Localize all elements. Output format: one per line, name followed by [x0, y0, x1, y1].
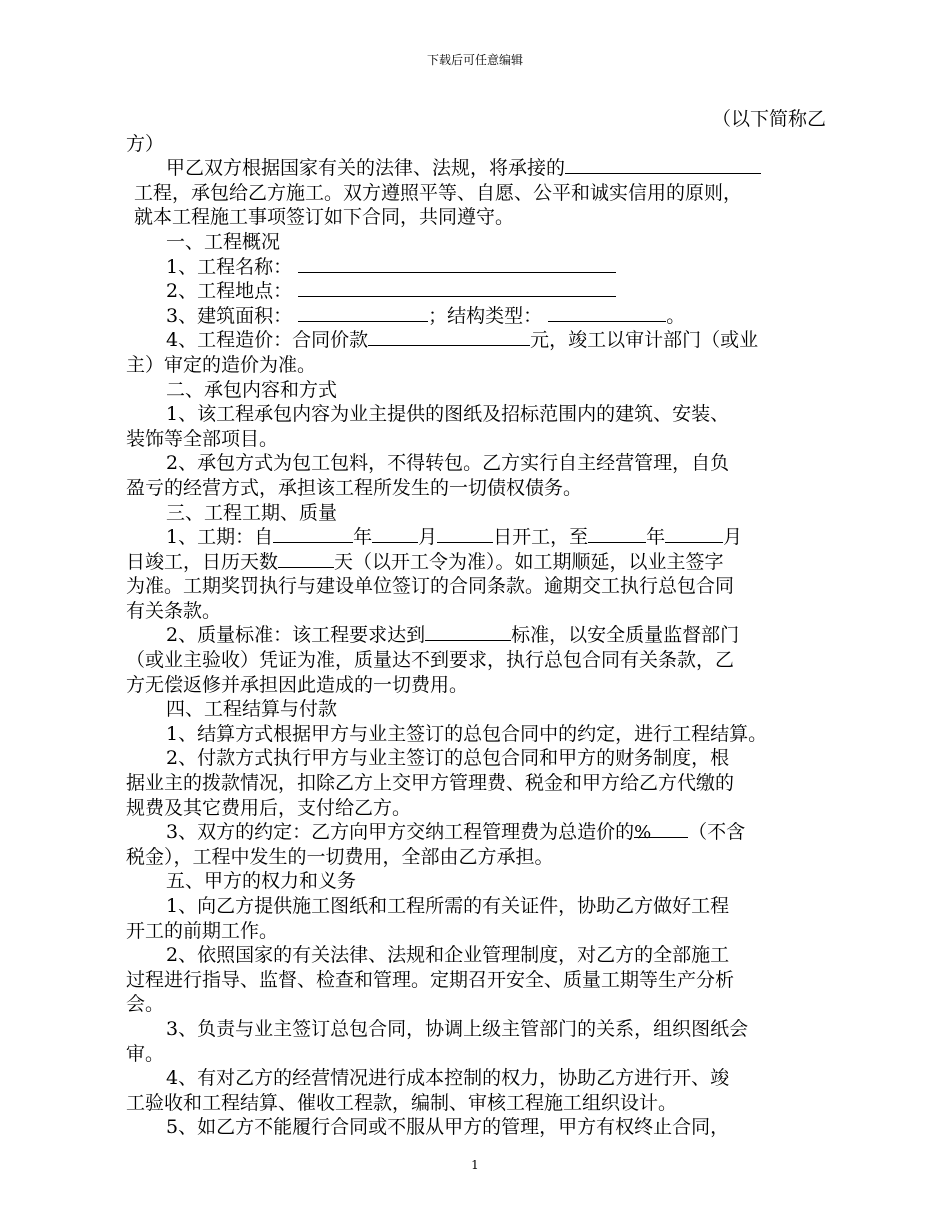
text: 。: [666, 304, 686, 327]
page-header: 下载后可任意编辑: [426, 53, 523, 67]
end-year-blank: [588, 525, 646, 543]
paragraph: 工验收和工程结算、催收工程款，编制、审核工程施工组织设计。: [126, 1091, 678, 1114]
paragraph: 有关条款。: [126, 599, 222, 622]
text: 年: [646, 526, 666, 549]
section-heading: 四、工程结算与付款: [166, 698, 338, 721]
paragraph: 过程进行指导、监督、检查和管理。定期召开安全、质量工期等生产分析: [126, 968, 735, 991]
section-heading: 二、承包内容和方式: [166, 378, 338, 401]
paragraph: [126, 525, 826, 550]
text: 2、质量标准：该工程要求达到: [166, 624, 426, 647]
paragraph: [126, 279, 826, 304]
paragraph: [126, 328, 826, 353]
text: 月: [418, 526, 438, 549]
text: 1、工程名称：: [166, 255, 293, 278]
management-fee-blank: [634, 820, 688, 844]
paragraph: 2、依照国家的有关法律、法规和企业管理制度，对乙方的全部施工: [166, 944, 730, 967]
paragraph: [126, 623, 826, 648]
paragraph: [126, 255, 826, 280]
paragraph: 工程，承包给乙方施工。双方遵照平等、自愿、公平和诚实信用的原则，: [134, 181, 743, 204]
paragraph: 方）: [126, 132, 165, 155]
paragraph: 4、有对乙方的经营情况进行成本控制的权力，协助乙方进行开、竣: [166, 1067, 730, 1090]
paragraph: [126, 156, 826, 181]
paragraph: 2、付款方式执行甲方与业主签订的总包合同和甲方的财务制度，根: [166, 747, 730, 770]
contract-price-blank: [368, 328, 530, 346]
paragraph: 5、如乙方不能履行合同或不服从甲方的管理，甲方有权终止合同，: [166, 1116, 730, 1139]
project-name-blank: [298, 255, 616, 273]
paragraph: 2、承包方式为包工包料，不得转包。乙方实行自主经营管理，自负: [166, 452, 730, 475]
paragraph: [126, 820, 826, 845]
paragraph: 税金），工程中发生的一切费用，全部由乙方承担。: [126, 845, 554, 868]
text: 日竣工，日历天数: [126, 550, 279, 573]
paragraph: （以下简称乙: [711, 108, 826, 130]
percent-sign: %: [634, 822, 652, 844]
paragraph: [126, 550, 826, 575]
paragraph: 为准。工期奖罚执行与建设单位签订的合同条款。逾期交工执行总包合同: [126, 575, 735, 598]
paragraph: 开工的前期工作。: [126, 919, 279, 942]
paragraph: 规费及其它费用后，支付给乙方。: [126, 796, 412, 819]
text: 4、工程造价：合同价款: [166, 329, 369, 352]
text: 1、工期：自: [166, 526, 274, 549]
paragraph: 3、负责与业主签订总包合同，协调上级主管部门的关系，组织图纸会: [166, 1017, 749, 1040]
start-month-blank: [372, 525, 418, 543]
section-heading: 五、甲方的权力和义务: [166, 870, 357, 893]
text: 3、双方的约定：乙方向甲方交纳工程管理费为总造价的: [166, 821, 635, 844]
text: 标准，以安全质量监督部门: [511, 624, 740, 647]
section-heading: 三、工程工期、质量: [166, 501, 338, 524]
paragraph: 装饰等全部项目。: [126, 427, 279, 450]
structure-type-blank: [548, 304, 666, 322]
paragraph: 主）审定的造价为准。: [126, 353, 317, 376]
text: 日开工，至: [493, 526, 589, 549]
quality-standard-blank: [425, 623, 511, 641]
text: ；结构类型：: [428, 304, 543, 327]
text: 天（以开工令为准）。如工期顺延，以业主签字: [334, 550, 724, 573]
paragraph: 1、该工程承包内容为业主提供的图纸及招标范围内的建筑、安装、: [166, 403, 730, 426]
paragraph: 审。: [126, 1042, 165, 1065]
paragraph: （或业主验收）凭证为准，质量达不到要求，执行总包合同有关条款，乙: [126, 649, 735, 672]
contract-body: [126, 107, 826, 1140]
text: 元，竣工以审计部门（或业: [530, 329, 759, 352]
text: 年: [353, 526, 373, 549]
page-number: 1: [471, 1158, 479, 1172]
paragraph: 方无偿返修并承担因此造成的一切费用。: [126, 673, 469, 696]
text: 3、建筑面积：: [166, 304, 293, 327]
paragraph: 据业主的拨款情况，扣除乙方上交甲方管理费、税金和甲方给乙方代缴的: [126, 772, 735, 795]
paragraph: 1、向乙方提供施工图纸和工程所需的有关证件，协助乙方做好工程: [166, 895, 730, 917]
section-heading: 一、工程概况: [166, 230, 281, 253]
paragraph: 就本工程施工事项签订如下合同，共同遵守。: [134, 206, 515, 229]
end-month-blank: [665, 525, 723, 543]
text: 甲乙双方根据国家有关的法律、法规，将承接的: [166, 157, 566, 180]
paragraph: 盈亏的经营方式，承担该工程所发生的一切债权债务。: [126, 476, 583, 499]
calendar-days-blank: [278, 550, 334, 568]
project-blank: [565, 156, 761, 174]
paragraph: 会。: [126, 993, 165, 1016]
text: 2、工程地点：: [166, 280, 293, 303]
start-year-blank: [273, 525, 353, 543]
area-blank: [298, 304, 428, 322]
text: （不含: [688, 821, 746, 844]
paragraph: [126, 304, 826, 329]
text: 月: [723, 526, 743, 549]
start-day-blank: [437, 525, 493, 543]
project-location-blank: [298, 279, 616, 297]
paragraph: 1、结算方式根据甲方与业主签订的总包合同中的约定，进行工程结算。: [166, 722, 768, 745]
